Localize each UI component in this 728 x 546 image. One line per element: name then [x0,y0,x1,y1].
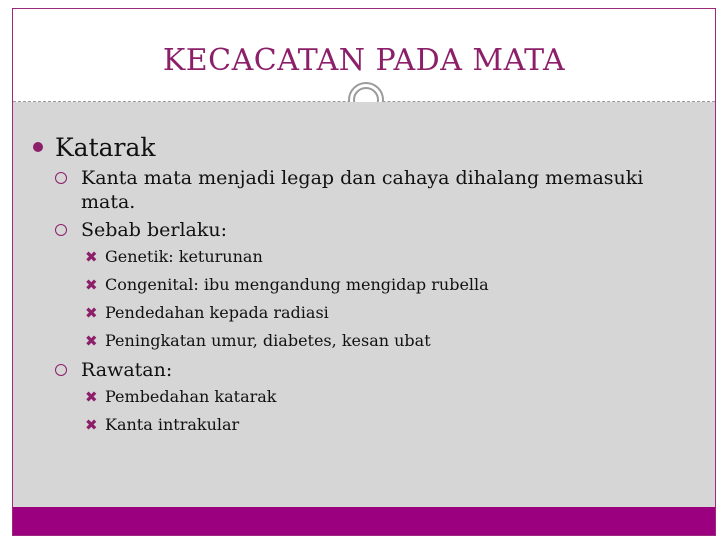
slide-title: KECACATAN PADA MATA [162,43,566,78]
bullet-dot-icon [33,142,43,152]
bullet-x-icon: ✖ [85,388,98,406]
bullet-ring-icon [55,224,67,236]
bullet-x-icon: ✖ [85,276,98,294]
list-item [33,358,683,382]
list-item-text: Congenital: ibu mengandung mengidap rubella [105,275,489,294]
list-item-text: Sebab berlaku: [81,219,227,241]
bottom-bar [13,507,715,535]
bullet-ring-icon [55,364,67,376]
list-item [33,246,683,268]
bullet-list [33,132,683,442]
list-item-text: Peningkatan umur, diabetes, kesan ubat [105,331,431,350]
list-item-text: Kanta intrakular [105,415,240,434]
list-item [33,166,683,214]
list-item [33,302,683,324]
list-item [33,132,683,164]
list-item-text: Pendedahan kepada radiasi [105,303,329,322]
list-item [33,274,683,296]
list-item-text: Pembedahan katarak [105,387,277,406]
slide-frame [12,8,716,536]
bullet-x-icon: ✖ [85,332,98,350]
list-item [33,414,683,436]
bullet-x-icon: ✖ [85,248,98,266]
content-area [13,102,715,507]
list-item-text: Kanta mata menjadi legap dan cahaya dihalang memasuki mata. [81,167,644,213]
list-item [33,218,683,242]
list-item-text: Rawatan: [81,359,173,381]
list-item [33,330,683,352]
bullet-x-icon: ✖ [85,304,98,322]
bullet-ring-icon [55,172,67,184]
bullet-x-icon: ✖ [85,416,98,434]
list-item [33,386,683,408]
list-item-text: Genetik: keturunan [105,247,263,266]
list-item-text: Katarak [55,133,156,162]
